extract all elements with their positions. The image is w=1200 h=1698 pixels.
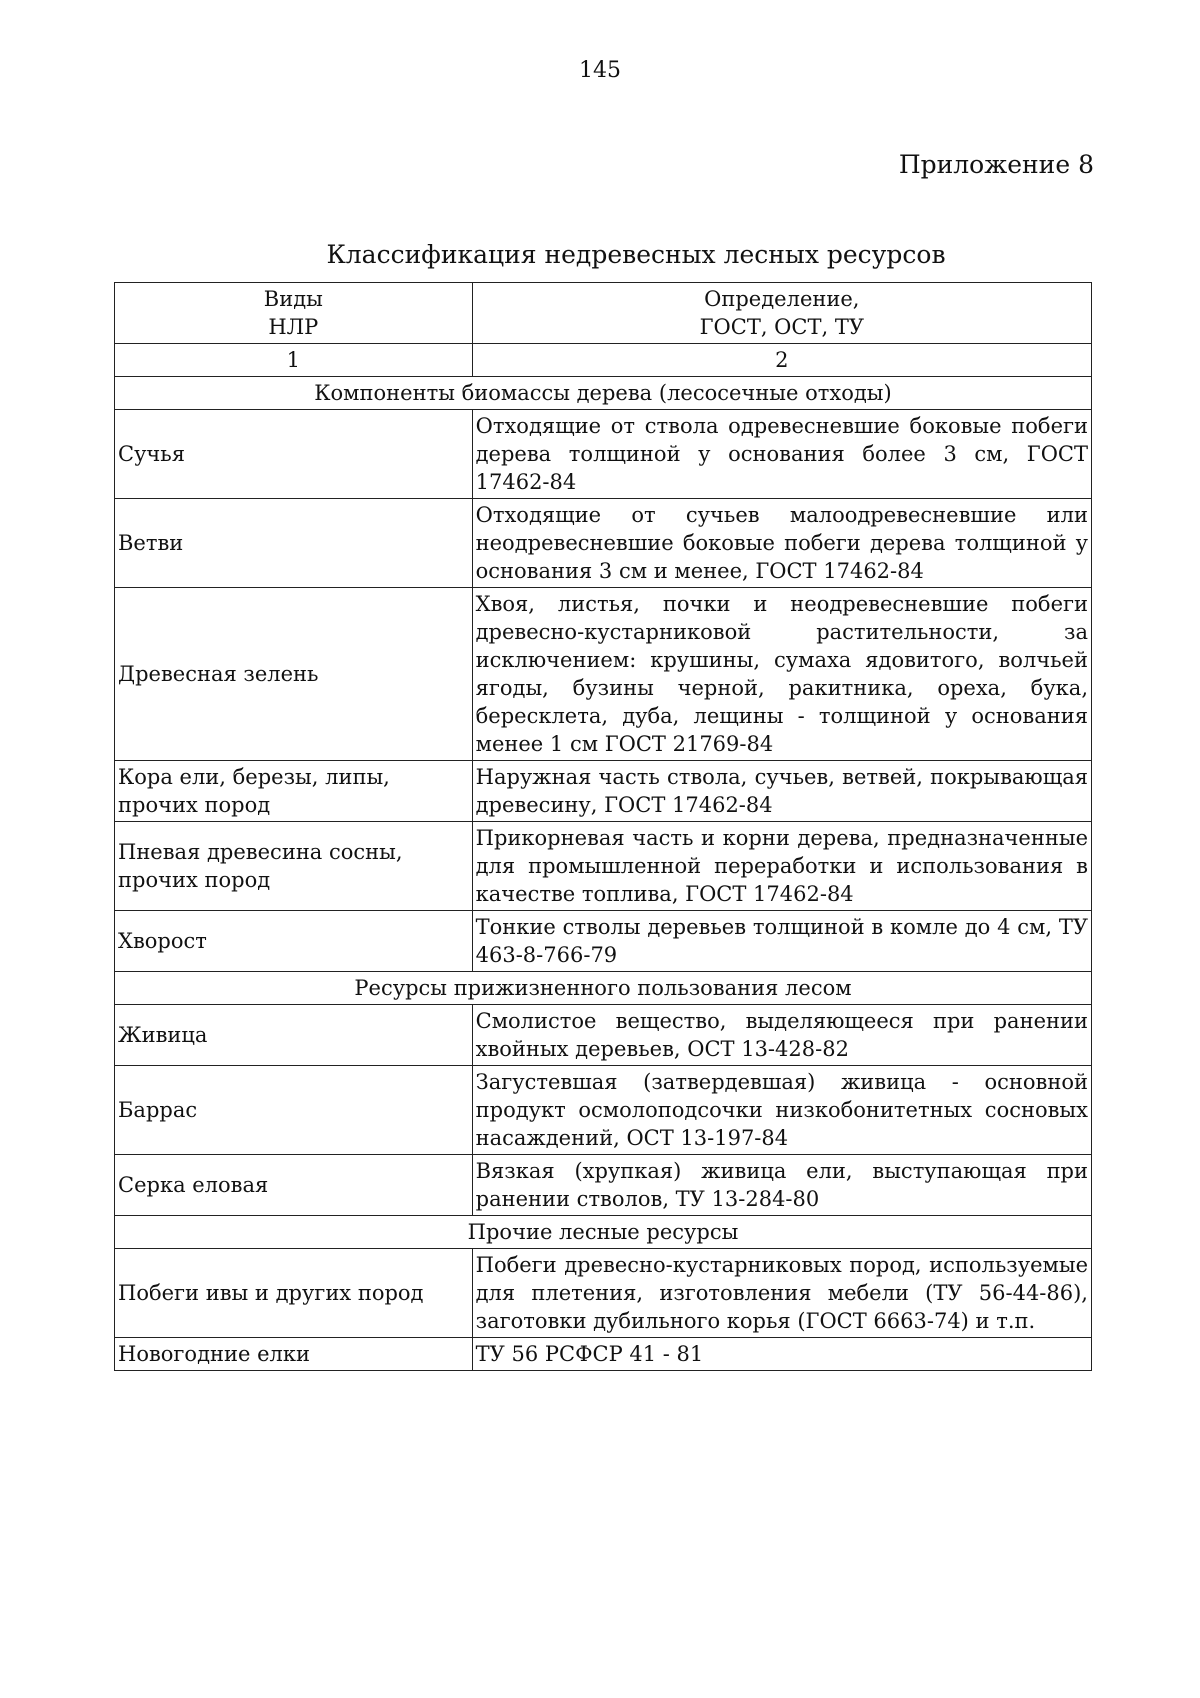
resource-name: Пневая древесина сосны, прочих пород bbox=[115, 822, 473, 911]
resource-definition: Тонкие стволы деревьев толщиной в комле до 4 см, ТУ 463-8-766-79 bbox=[472, 911, 1091, 972]
resource-definition: Прикорневая часть и корни дерева, предназначенные для промышленной переработки и использования в качестве топлива, ГОСТ 17462-84 bbox=[472, 822, 1091, 911]
resource-definition: Отходящие от ствола одревесневшие боковые побеги дерева толщиной у основания более 3 см, ГОСТ 17462-84 bbox=[472, 410, 1091, 499]
section-title: Прочие лесные ресурсы bbox=[115, 1216, 1092, 1249]
table-row bbox=[115, 588, 1092, 761]
page-number: 145 bbox=[579, 58, 621, 83]
resource-name: Баррас bbox=[115, 1066, 473, 1155]
section-row bbox=[115, 377, 1092, 410]
classification-table bbox=[114, 282, 1092, 1371]
table-row bbox=[115, 761, 1092, 822]
resource-name: Побеги ивы и других пород bbox=[115, 1249, 473, 1338]
table-row bbox=[115, 1249, 1092, 1338]
resource-definition: Хвоя, листья, почки и неодревесневшие побеги древесно-кустарниковой растительности, за исключением: крушины, сумаха ядовитого, волчьей ягоды, бузины черной, ракитника, ореха, бука, бересклета, дуба, лещины - толщиной у основания менее 1 см ГОСТ 21769-84 bbox=[472, 588, 1091, 761]
header-definition-label: Определение, ГОСТ, ОСТ, ТУ bbox=[699, 287, 864, 339]
table-row bbox=[115, 410, 1092, 499]
resource-name: Новогодние елки bbox=[115, 1338, 473, 1371]
table-header-row bbox=[115, 283, 1092, 344]
table-row bbox=[115, 499, 1092, 588]
table-row bbox=[115, 1005, 1092, 1066]
resource-definition: Вязкая (хрупкая) живица ели, выступающая при ранении стволов, ТУ 13-284-80 bbox=[472, 1155, 1091, 1216]
header-types-label: Виды НЛР bbox=[263, 287, 323, 339]
document-title: Классификация недревесных лесных ресурсов bbox=[326, 240, 946, 269]
resource-name: Живица bbox=[115, 1005, 473, 1066]
resource-name: Сучья bbox=[115, 410, 473, 499]
appendix-label: Приложение 8 bbox=[898, 150, 1094, 179]
section-title: Ресурсы прижизненного пользования лесом bbox=[115, 972, 1092, 1005]
column-number-row bbox=[115, 344, 1092, 377]
section-row bbox=[115, 972, 1092, 1005]
resource-name: Ветви bbox=[115, 499, 473, 588]
resource-definition: Побеги древесно-кустарниковых пород, используемые для плетения, изготовления мебели (ТУ 56-44-86), заготовки дубильного корья (ГОСТ 6663-74) и т.п. bbox=[472, 1249, 1091, 1338]
column-number-2: 2 bbox=[472, 344, 1091, 377]
table-row bbox=[115, 1155, 1092, 1216]
resource-name: Серка еловая bbox=[115, 1155, 473, 1216]
resource-name: Древесная зелень bbox=[115, 588, 473, 761]
section-row bbox=[115, 1216, 1092, 1249]
table-row bbox=[115, 822, 1092, 911]
resource-definition: Смолистое вещество, выделяющееся при ранении хвойных деревьев, ОСТ 13-428-82 bbox=[472, 1005, 1091, 1066]
resource-definition: Загустевшая (затвердевшая) живица - основной продукт осмолоподсочки низкобонитетных сосновых насаждений, ОСТ 13-197-84 bbox=[472, 1066, 1091, 1155]
table-row bbox=[115, 1338, 1092, 1371]
column-number-1: 1 bbox=[115, 344, 473, 377]
table-body bbox=[115, 377, 1092, 1371]
resource-name: Кора ели, березы, липы, прочих пород bbox=[115, 761, 473, 822]
resource-definition: Наружная часть ствола, сучьев, ветвей, покрывающая древесину, ГОСТ 17462-84 bbox=[472, 761, 1091, 822]
header-types bbox=[115, 283, 473, 344]
table-row bbox=[115, 911, 1092, 972]
resource-name: Хворост bbox=[115, 911, 473, 972]
section-title: Компоненты биомассы дерева (лесосечные отходы) bbox=[115, 377, 1092, 410]
table-row bbox=[115, 1066, 1092, 1155]
resource-definition: ТУ 56 РСФСР 41 - 81 bbox=[472, 1338, 1091, 1371]
resource-definition: Отходящие от сучьев малоодревесневшие или неодревесневшие боковые побеги дерева толщиной у основания 3 см и менее, ГОСТ 17462-84 bbox=[472, 499, 1091, 588]
header-definition bbox=[472, 283, 1091, 344]
